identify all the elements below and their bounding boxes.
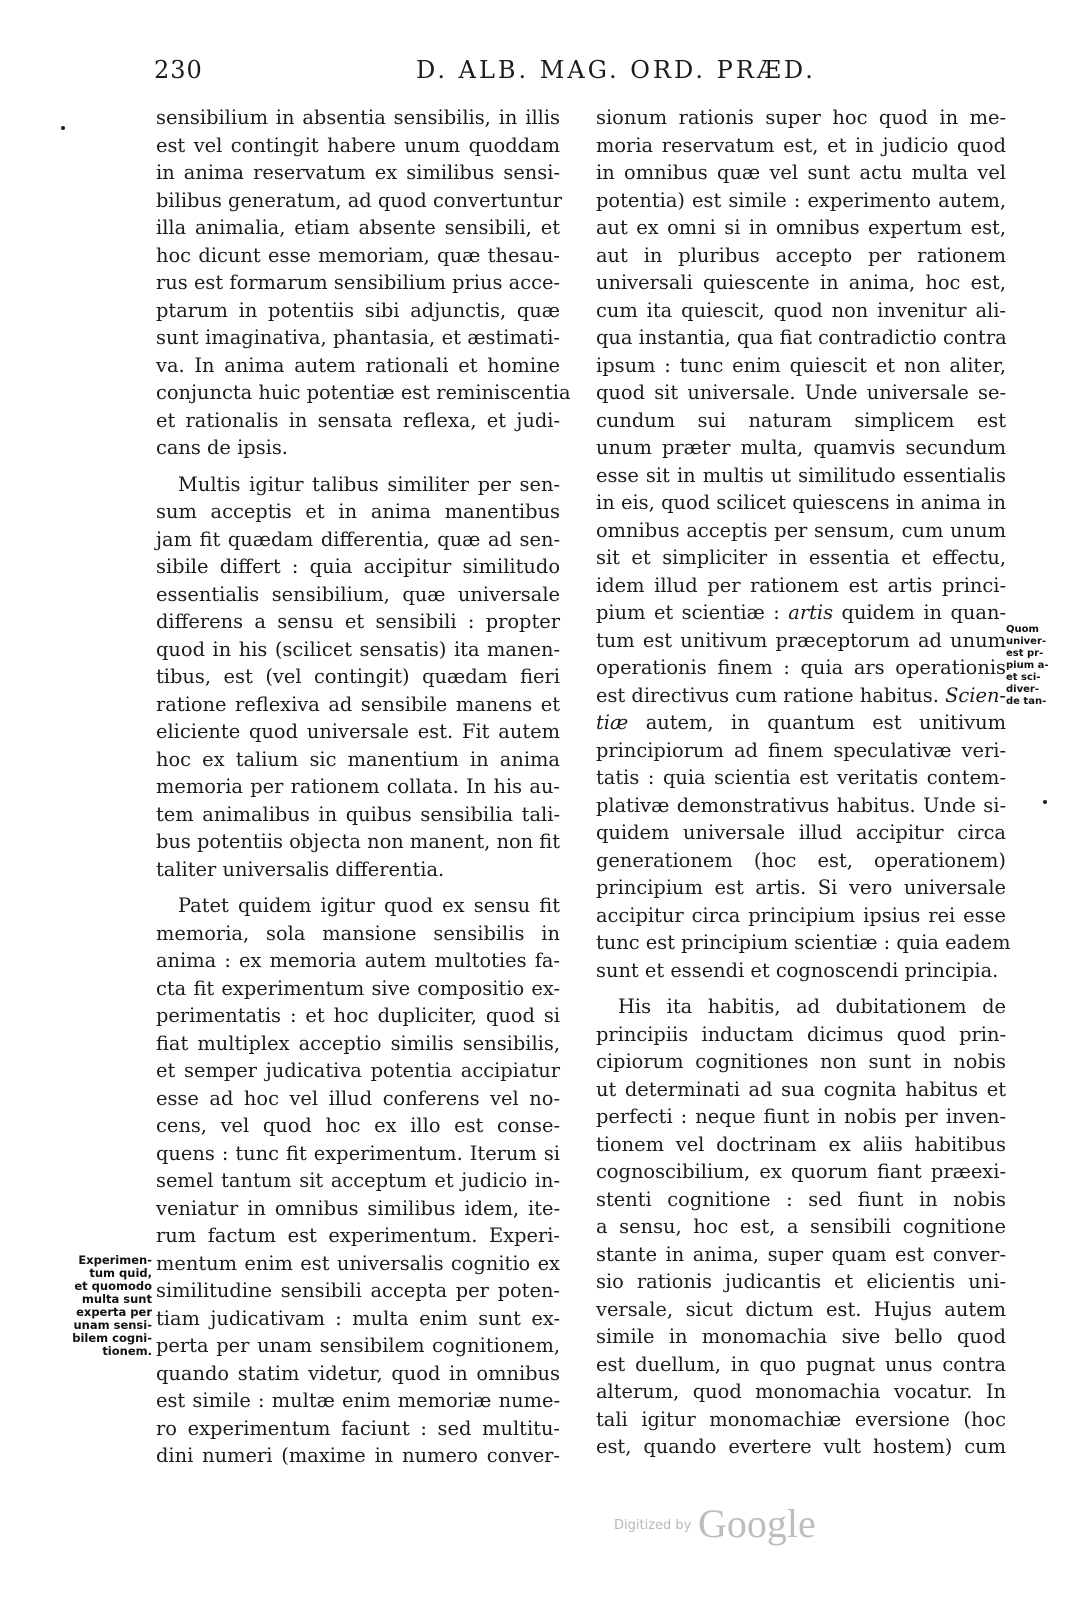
text-line	[156, 1360, 560, 1388]
text-line	[156, 1057, 560, 1085]
text-line	[156, 581, 560, 609]
text-run: qua instantia, qua fiat contradictio contra	[596, 326, 1007, 349]
text-run: perimentatis : et hoc dupliciter, quod si	[156, 1004, 560, 1027]
text-run: mentum enim est universalis cognitio ex	[156, 1251, 560, 1275]
text-run: in omnibus quæ vel sunt actu multa vel	[596, 161, 1006, 184]
text-line	[156, 553, 560, 581]
text-run: esse ad hoc vel illud conferens vel no-	[156, 1086, 560, 1110]
text-run: cundum sui naturam simplicem est	[596, 408, 1006, 432]
text-run: ratione reflexiva ad sensibile manens et	[156, 692, 560, 716]
text-run: autem, in quantum est unitivum	[628, 711, 1006, 734]
text-run: memoria per rationem collata. In his au-	[156, 775, 560, 798]
text-run: perta per unam sensibilem cognitionem,	[156, 1334, 560, 1357]
text-line	[596, 874, 1006, 902]
text-run: est vel contingit habere unum quoddam	[156, 133, 560, 157]
text-line	[596, 159, 1006, 187]
text-run: alterum, quod monomachia vocatur. In	[596, 1380, 1006, 1403]
text-run: sunt et essendi et cognoscendi principia.	[596, 958, 999, 982]
text-line	[156, 1112, 560, 1140]
text-line	[596, 517, 1006, 545]
text-run: in anima reservatum ex similibus sensi-	[156, 161, 560, 184]
text-run: va. In anima autem rationali et homine	[156, 353, 560, 377]
text-line	[596, 599, 1006, 627]
text-line	[596, 792, 1006, 820]
text-run: cum ita quiescit, quod non invenitur ali-	[596, 298, 1006, 322]
text-line	[156, 1332, 560, 1360]
text-run: est simile : multæ enim memoriæ nume-	[156, 1389, 560, 1412]
text-run: sit et simpliciter in essentia et effectu,	[596, 546, 1006, 569]
text-run: hoc ex talium sic manentium in anima	[156, 747, 560, 771]
paragraph-gap	[156, 462, 560, 471]
text-run: plativæ demonstrativus habitus. Unde si-	[596, 793, 1006, 817]
text-line	[156, 1140, 560, 1168]
text-line	[156, 1085, 560, 1113]
text-line	[156, 1030, 560, 1058]
text-run: bilibus generatum, ad quod convertuntur	[156, 188, 563, 212]
left-text-column	[156, 104, 571, 1470]
text-run: aut in pluribus accepto per rationem	[596, 243, 1006, 267]
text-line	[156, 214, 560, 242]
margin-note-line: est pr-	[1006, 648, 1044, 659]
text-run: simile in monomachia sive bello quod	[596, 1325, 1006, 1348]
text-run: essentialis sensibilium, quæ universale	[156, 582, 560, 606]
text-run: stante in anima, super quam est conver-	[596, 1242, 1006, 1266]
margin-note-line: experta per	[76, 1305, 152, 1319]
ink-speck	[1043, 800, 1047, 804]
text-run: eliciente quod universale est. Fit autem	[156, 720, 560, 743]
text-run: semel tantum sit acceptum et judicio in-	[156, 1169, 560, 1192]
text-run: principium est artis. Si vero universale	[596, 876, 1006, 899]
text-line	[156, 691, 560, 719]
text-line	[596, 1076, 1006, 1104]
text-line	[156, 132, 560, 160]
text-line	[596, 407, 1006, 435]
text-run: tali igitur monomachiæ eversione (hoc	[596, 1407, 1006, 1431]
text-line	[156, 1387, 560, 1415]
text-line	[156, 828, 560, 856]
right-text-column	[596, 104, 1011, 1461]
text-line	[596, 1186, 1006, 1214]
text-line	[156, 1277, 560, 1305]
text-line	[596, 544, 1006, 572]
text-line	[596, 1296, 1006, 1324]
text-run: sibile differt : quia accipitur similitudo	[156, 555, 560, 578]
text-run: tunc est principium scientiæ : quia eadem	[596, 931, 1011, 954]
text-line	[596, 132, 1006, 160]
text-line	[156, 104, 560, 132]
text-line	[156, 636, 560, 664]
text-line	[596, 1433, 1006, 1461]
text-line	[596, 434, 1006, 462]
text-run: Patet quidem igitur quod ex sensu fit	[178, 894, 560, 917]
text-run: dini numeri (maxime in numero conver-	[156, 1444, 560, 1467]
text-line	[596, 1048, 1006, 1076]
text-line	[596, 104, 1006, 132]
margin-note-line: Quom	[1006, 624, 1039, 635]
text-run: unum præter multa, quamvis secundum	[596, 436, 1006, 459]
text-run: sum acceptis et in anima manentibus	[156, 500, 560, 523]
text-run: stenti cognitione : sed fiunt in nobis	[596, 1187, 1006, 1211]
text-line	[596, 1131, 1006, 1159]
margin-note-line: pium a-	[1006, 660, 1049, 671]
text-run: in eis, quod scilicet quiescens in anima in	[596, 491, 1006, 514]
text-run: generationem (hoc est, operationem)	[596, 848, 1006, 872]
text-line	[596, 1103, 1006, 1131]
text-run: ut determinati ad sua cognita habitus et	[596, 1077, 1006, 1101]
text-line	[596, 1213, 1006, 1241]
margin-note-line: multa sunt	[81, 1292, 152, 1306]
running-head: D. ALB. MAG. ORD. PRÆD.	[416, 56, 816, 84]
text-run: moria reservatum est, et in judicio quod	[596, 133, 1006, 157]
text-line	[596, 1406, 1006, 1434]
text-line	[596, 654, 1006, 682]
text-line	[596, 1351, 1006, 1379]
text-line	[156, 608, 560, 636]
text-line	[596, 572, 1006, 600]
text-run: jam fit quædam differentia, quæ ad sen-	[156, 527, 560, 551]
margin-note-line: de tan-	[1006, 696, 1047, 707]
text-run: esse sit in multis ut similitudo essentialis	[596, 463, 1006, 487]
text-run: conjuncta huic potentiæ est reminiscentia	[156, 381, 571, 404]
text-line	[596, 929, 1011, 957]
text-line	[156, 498, 560, 526]
text-line	[596, 379, 1006, 407]
text-line	[596, 764, 1006, 792]
text-run: quando statim videtur, quod in omnibus	[156, 1361, 560, 1385]
text-run: quod in his (scilicet sensatis) ita manen-	[156, 637, 560, 661]
text-run: fiat multiplex acceptio similis sensibilis,	[156, 1031, 560, 1055]
paragraph-gap	[596, 984, 1006, 993]
text-line	[156, 1222, 560, 1250]
text-line	[156, 773, 560, 801]
text-line	[596, 627, 1006, 655]
text-run: quens : tunc fit experimentum. Iterum si	[156, 1141, 560, 1165]
text-run: anima : ex memoria autem multoties fa-	[156, 949, 560, 972]
text-line	[156, 471, 560, 499]
text-run: universali quiescente in anima, hoc est,	[596, 271, 1006, 294]
text-line	[156, 718, 560, 746]
text-run: tionem vel doctrinam ex aliis habitibus	[596, 1132, 1006, 1156]
text-line	[156, 892, 560, 920]
text-run: differens a sensu et sensibili : propter	[156, 610, 560, 633]
text-line	[596, 352, 1006, 380]
text-run: sunt imaginativa, phantasia, et æstimati-	[156, 326, 560, 349]
text-line	[156, 1442, 560, 1470]
text-line	[156, 1250, 560, 1278]
text-run: est duellum, in quo pugnat unus contra	[596, 1352, 1006, 1376]
text-run: quod sit universale. Unde universale se-	[596, 381, 1006, 404]
text-line	[596, 269, 1006, 297]
text-line	[596, 242, 1006, 270]
margin-note-line: bilem cogni-	[72, 1331, 152, 1345]
text-run: idem illud per rationem est artis princi-	[596, 573, 1006, 597]
text-line	[596, 1378, 1006, 1406]
paragraph-gap	[156, 883, 560, 892]
text-run: sio rationis judicantis et elicientis uni-	[596, 1270, 1006, 1293]
text-run: quidem universale illud accipitur circa	[596, 821, 1006, 844]
text-run: tatis : quia scientia est veritatis contem-	[596, 766, 1006, 789]
margin-note-line: diver-	[1006, 684, 1039, 695]
text-line	[596, 1241, 1006, 1269]
text-line	[596, 214, 1006, 242]
text-line	[156, 526, 560, 554]
text-line	[596, 737, 1006, 765]
italic-term: Scien-	[945, 683, 1006, 707]
text-line	[596, 709, 1006, 737]
text-line	[156, 975, 560, 1003]
page-number: 230	[154, 56, 203, 84]
text-line	[156, 324, 560, 352]
text-line	[596, 1021, 1006, 1049]
italic-term: artis	[788, 601, 834, 624]
text-line	[596, 297, 1006, 325]
text-run: taliter universalis differentia.	[156, 857, 445, 881]
margin-note-line: univer-	[1006, 636, 1047, 647]
text-run: principiis inductam dicimus quod prin-	[596, 1022, 1006, 1046]
ink-speck	[61, 126, 65, 130]
text-run: ptarum in potentiis sibi adjunctis, quæ	[156, 298, 560, 322]
text-run: potentia) est simile : experimento autem,	[596, 188, 1006, 212]
text-line	[596, 847, 1006, 875]
text-line	[156, 297, 560, 325]
margin-note-line: et quomodo	[74, 1279, 152, 1293]
text-run: tem animalibus in quibus sensibilia tali-	[156, 802, 560, 826]
text-run: et rationalis in sensata reflexa, et judi-	[156, 408, 560, 432]
text-run: ipsum : tunc enim quiescit et non aliter,	[596, 353, 1006, 377]
text-run: cens, vel quod hoc ex illo est conse-	[156, 1114, 560, 1137]
text-run: rus est formarum sensibilium prius acce-	[156, 271, 560, 294]
text-run: ro experimentum faciunt : sed multitu-	[156, 1416, 560, 1440]
margin-note-line: unam sensi-	[73, 1318, 152, 1332]
text-line	[596, 957, 1006, 985]
text-line	[596, 819, 1006, 847]
text-run: pium et scientiæ :	[596, 601, 789, 624]
text-line	[156, 379, 571, 407]
text-line	[596, 1323, 1006, 1351]
google-wordmark: Google	[698, 1501, 816, 1546]
text-run: veniatur in omnibus similibus idem, ite-	[156, 1196, 560, 1220]
text-run: perfecti : neque fiunt in nobis per inven-	[596, 1105, 1006, 1128]
text-line	[156, 947, 560, 975]
text-run: similitudine sensibili accepta per poten-	[156, 1279, 560, 1302]
text-run: a sensu, hoc est, a sensibili cognitione	[596, 1215, 1006, 1238]
text-run: sionum rationis super hoc quod in me-	[596, 106, 1006, 129]
text-line	[156, 187, 563, 215]
italic-term: tiæ	[596, 711, 629, 734]
text-run: memoria, sola mansione sensibilis in	[156, 921, 560, 945]
text-run: tum est unitivum præceptorum ad unum	[596, 628, 1006, 652]
margin-note-line: tum quid,	[89, 1266, 152, 1280]
text-line	[156, 1415, 560, 1443]
text-line	[156, 746, 560, 774]
text-line	[156, 1167, 560, 1195]
text-line	[156, 242, 560, 270]
text-line	[156, 1195, 560, 1223]
text-line	[596, 902, 1006, 930]
text-run: tibus, est (vel contingit) quædam fieri	[156, 665, 560, 688]
text-line	[596, 682, 1006, 710]
text-run: est, quando evertere vult hostem) cum	[596, 1435, 1006, 1458]
text-line	[596, 1158, 1006, 1186]
text-line	[156, 352, 560, 380]
text-run: quidem in quan-	[833, 601, 1006, 624]
text-run: versale, sicut dictum est. Hujus autem	[596, 1297, 1006, 1321]
left-margin-note	[60, 1254, 152, 1358]
text-run: cans de ipsis.	[156, 436, 288, 459]
margin-note-line: tionem.	[102, 1344, 152, 1358]
text-line	[156, 434, 560, 462]
text-line	[156, 663, 560, 691]
text-run: aut ex omni si in omnibus expertum est,	[596, 216, 1006, 239]
digitized-by-label: Digitized by	[614, 1518, 692, 1533]
text-run: cognoscibilium, ex quorum fiant præexi-	[596, 1160, 1006, 1183]
text-line	[596, 187, 1006, 215]
text-run: bus potentiis objecta non manent, non fit	[156, 830, 560, 853]
text-line	[156, 1305, 560, 1333]
text-run: cta fit experimentum sive compositio ex-	[156, 976, 560, 1000]
text-line	[156, 407, 560, 435]
text-run: rum factum est experimentum. Experi-	[156, 1224, 560, 1247]
right-margin-note	[1006, 624, 1052, 708]
margin-note-line: Experimen-	[78, 1253, 152, 1267]
text-run: illa animalia, etiam absente sensibili, et	[156, 216, 560, 239]
text-run: omnibus acceptis per sensum, cum unum	[596, 518, 1006, 542]
text-run: est directivus cum ratione habitus.	[596, 683, 946, 707]
text-line	[156, 1002, 560, 1030]
text-line	[156, 920, 560, 948]
text-line	[156, 801, 560, 829]
text-run: accipitur circa principium ipsius rei esse	[596, 903, 1006, 927]
text-line	[596, 324, 1006, 352]
text-line	[596, 1268, 1006, 1296]
text-line	[596, 993, 1006, 1021]
text-run: hoc dicunt esse memoriam, quæ thesau-	[156, 243, 560, 267]
text-line	[596, 489, 1006, 517]
text-line	[156, 269, 560, 297]
text-run: operationis finem : quia ars operationis	[596, 656, 1006, 679]
text-line	[156, 159, 560, 187]
text-run: principiorum ad finem speculativæ veri-	[596, 738, 1006, 762]
text-line	[596, 462, 1006, 490]
text-run: His ita habitis, ad dubitationem de	[618, 995, 1006, 1018]
margin-note-line: et sci-	[1006, 672, 1041, 683]
page-header	[154, 56, 1004, 96]
text-run: cipiorum cognitiones non sunt in nobis	[596, 1050, 1006, 1073]
text-run: sensibilium in absentia sensibilis, in illis	[156, 106, 560, 129]
text-run: et semper judicativa potentia accipiatur	[156, 1059, 560, 1082]
text-run: tiam judicativam : multa enim sunt ex-	[156, 1306, 560, 1330]
text-run: Multis igitur talibus similiter per sen-	[178, 472, 560, 496]
text-line	[156, 856, 560, 884]
